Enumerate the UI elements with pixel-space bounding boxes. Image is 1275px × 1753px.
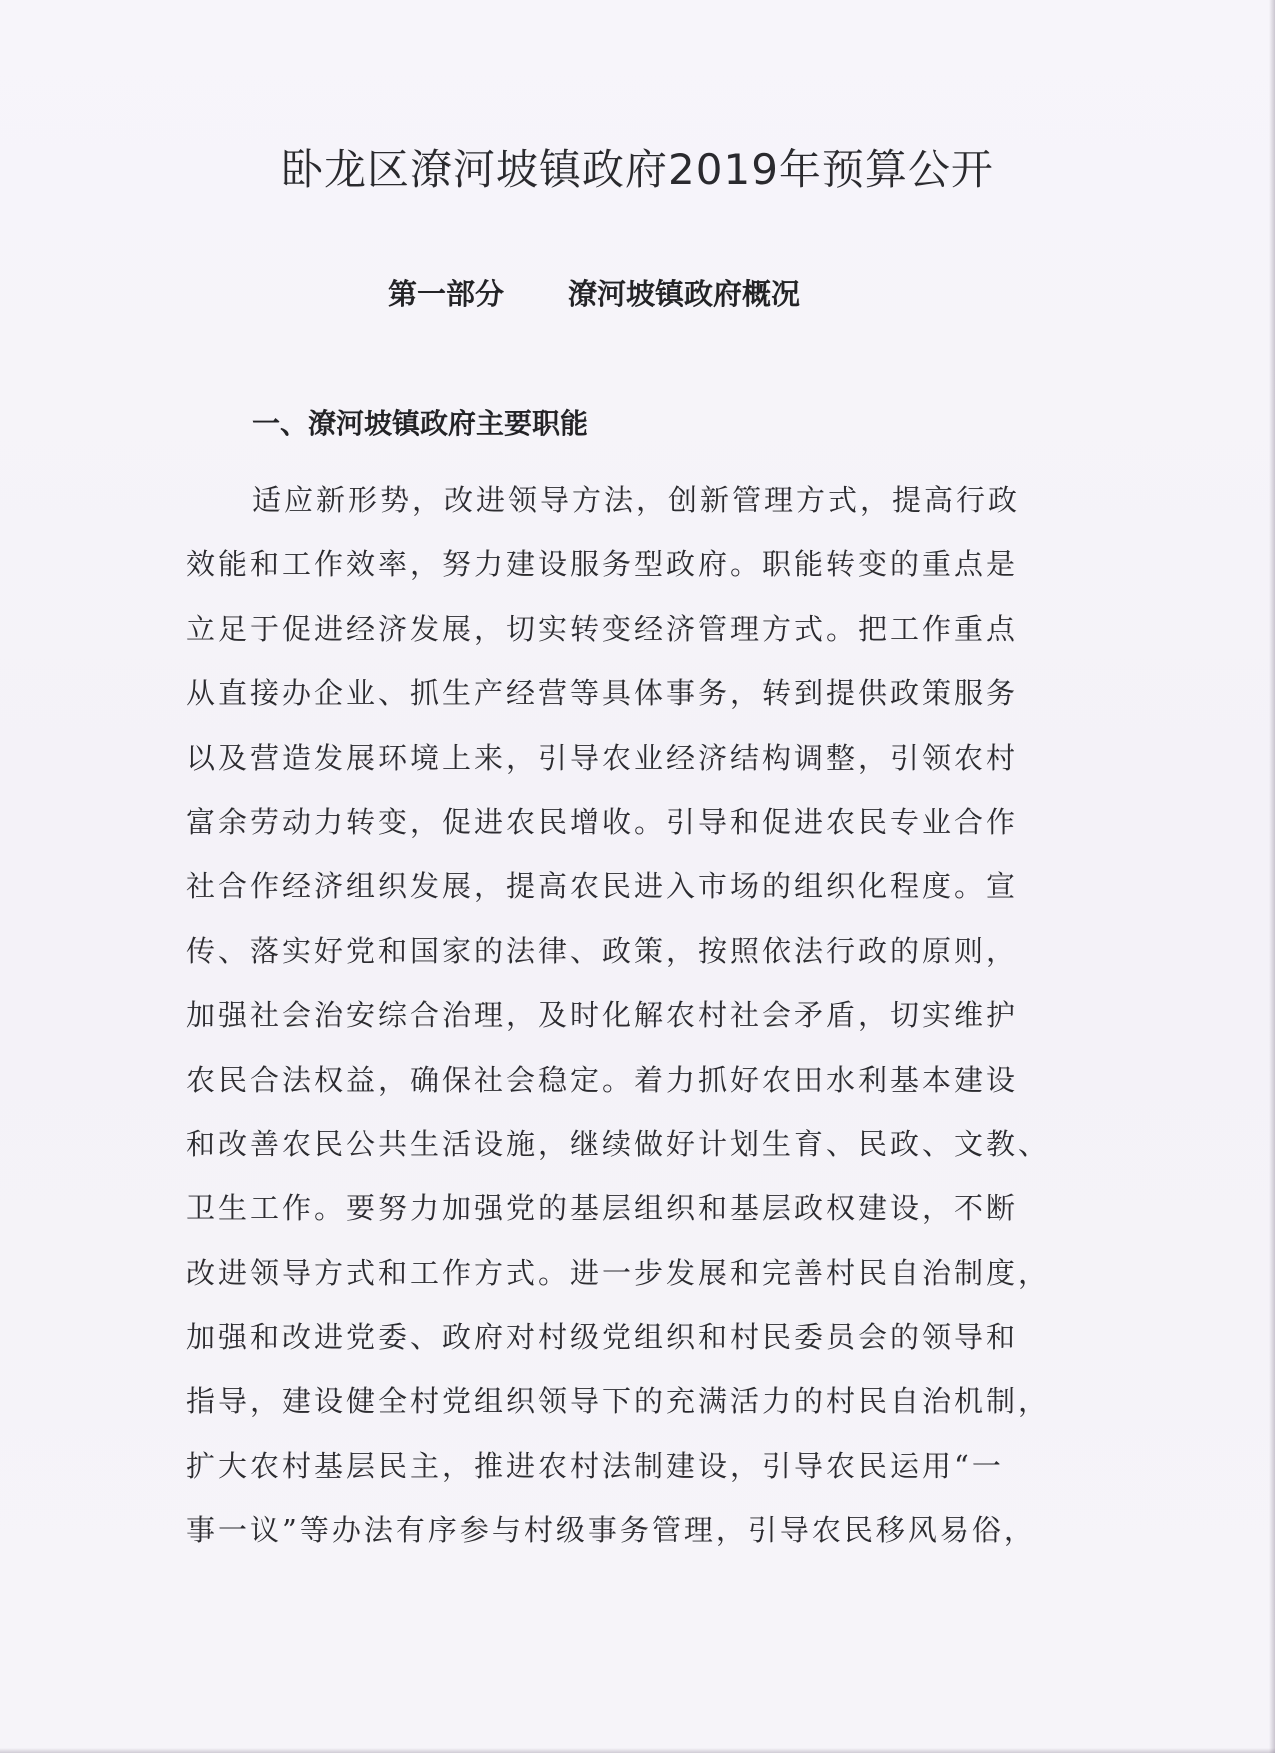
- paragraph-line: 事一议”等办法有序参与村级事务管理，引导农民移风易俗，: [186, 1513, 1036, 1548]
- paragraph-line: 社合作经济组织发展，提高农民进入市场的组织化程度。宣: [186, 869, 1019, 904]
- paragraph-line: 和改善农民公共生活设施，继续做好计划生育、民政、文教、: [186, 1126, 1051, 1161]
- paragraph-line: 传、落实好党和国家的法律、政策，按照依法行政的原则，: [186, 933, 1019, 968]
- section-heading: 一、潦河坡镇政府主要职能: [252, 407, 589, 440]
- body-paragraph: [186, 468, 1056, 1563]
- part-title: 潦河坡镇政府概况: [568, 277, 801, 311]
- paragraph-line: 指导，建设健全村党组织领导下的充满活力的村民自治机制，: [186, 1384, 1051, 1419]
- paragraph-line: 加强社会治安综合治理，及时化解农村社会矛盾，切实维护: [186, 998, 1019, 1033]
- document-title: 卧龙区潦河坡镇政府2019年预算公开: [281, 145, 994, 194]
- part-label: 第一部分: [388, 277, 505, 311]
- paragraph-line: 扩大农村基层民主，推进农村法制建设，引导农民运用“一: [186, 1448, 1004, 1483]
- scan-edge-right: [1269, 0, 1275, 1753]
- paragraph-line: 卫生工作。要努力加强党的基层组织和基层政权建设，不断: [186, 1191, 1019, 1226]
- paragraph-line: 从直接办企业、抓生产经营等具体事务，转到提供政策服务: [186, 676, 1019, 711]
- scan-edge-bottom: [0, 1748, 1275, 1753]
- paragraph-line: 富余劳动力转变，促进农民增收。引导和促进农民专业合作: [186, 804, 1019, 839]
- part-heading: [388, 274, 908, 314]
- paragraph-line: 立足于促进经济发展，切实转变经济管理方式。把工作重点: [186, 611, 1019, 646]
- paragraph-line: 效能和工作效率，努力建设服务型政府。职能转变的重点是: [186, 547, 1019, 582]
- paragraph-line: 适应新形势，改进领导方法，创新管理方式，提高行政: [252, 483, 1021, 517]
- paragraph-line: 加强和改进党委、政府对村级党组织和村民委员会的领导和: [186, 1320, 1019, 1355]
- paragraph-line: 以及营造发展环境上来，引导农业经济结构调整，引领农村: [186, 740, 1019, 775]
- paragraph-line: 农民合法权益，确保社会稳定。着力抓好农田水利基本建设: [186, 1062, 1019, 1097]
- paragraph-line: 改进领导方式和工作方式。进一步发展和完善村民自治制度，: [186, 1255, 1051, 1290]
